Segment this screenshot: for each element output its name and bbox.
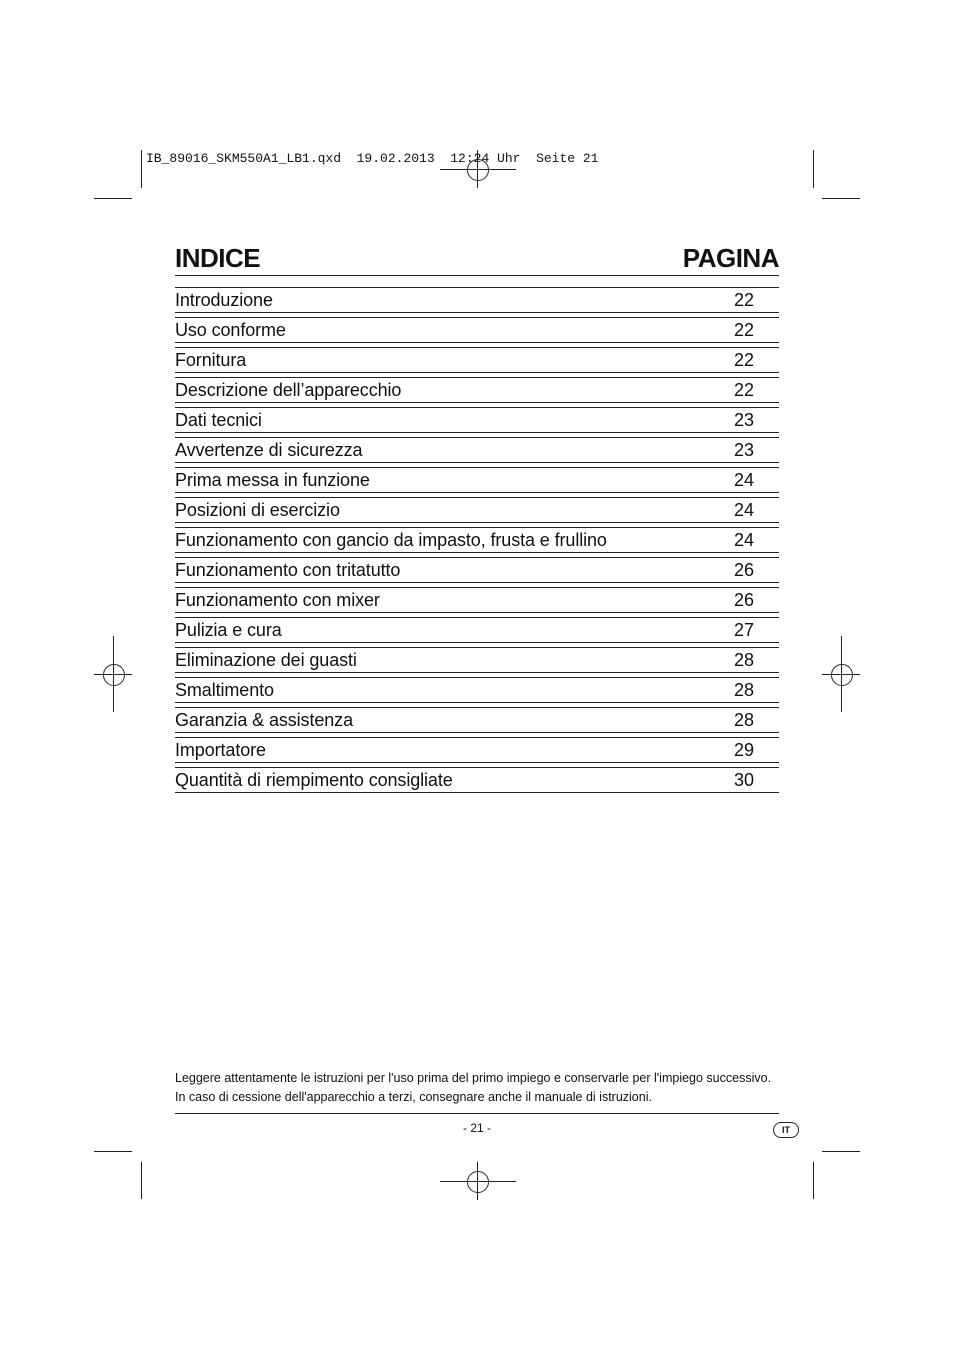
registration-mark-bottom — [440, 1162, 516, 1200]
toc-entry-title: Importatore — [175, 740, 266, 760]
toc-entry — [175, 707, 779, 733]
toc-entry-page: 26 — [733, 560, 754, 580]
toc-entry — [175, 317, 779, 343]
toc-entry-title: Introduzione — [175, 290, 273, 310]
registration-mark-right — [822, 636, 860, 712]
toc-entry-title: Descrizione dell’apparecchio — [175, 380, 402, 400]
file-slug: IB_89016_SKM550A1_LB1.qxd 19.02.2013 12:24 Uhr Seite 21 — [146, 151, 599, 166]
toc-entry-title: Prima messa in funzione — [175, 470, 370, 490]
footer-note — [175, 1069, 785, 1107]
toc-entry-title: Fornitura — [175, 350, 247, 370]
toc-entry-title: Funzionamento con tritatutto — [175, 560, 401, 580]
toc-entry-title: Quantità di riempimento consigliate — [175, 770, 453, 790]
toc-entry-title: Avvertenze di sicurezza — [175, 440, 363, 460]
toc-entry — [175, 767, 779, 793]
toc-entry-page: 22 — [733, 290, 754, 310]
toc-entry — [175, 617, 779, 643]
toc-entry — [175, 497, 779, 523]
toc-entry-page: 28 — [733, 680, 754, 700]
toc-heading-page: PAGINA — [682, 243, 779, 273]
toc-entry-title: Funzionamento con gancio da impasto, frusta e frullino — [175, 530, 607, 550]
toc-entry — [175, 347, 779, 373]
toc-entry-page: 24 — [733, 500, 754, 520]
page-number: - 21 - — [462, 1121, 491, 1135]
toc-entry-title: Smaltimento — [175, 680, 274, 700]
toc-entry — [175, 287, 779, 313]
toc-entry-page: 24 — [733, 470, 754, 490]
toc-entry-page: 28 — [733, 650, 754, 670]
toc-entry-title: Dati tecnici — [175, 410, 262, 430]
toc-entry-title: Posizioni di esercizio — [175, 500, 340, 520]
toc-entry-title: Garanzia & assistenza — [175, 710, 353, 730]
toc-entry-page: 28 — [733, 710, 754, 730]
toc-entry — [175, 467, 779, 493]
toc-entry-title: Uso conforme — [175, 320, 286, 340]
registration-mark-left — [94, 636, 132, 712]
toc-heading-index: INDICE — [175, 243, 261, 273]
toc-entry-page: 26 — [733, 590, 754, 610]
toc-entry — [175, 527, 779, 553]
toc-heading — [175, 241, 779, 276]
toc-entry-page: 22 — [733, 320, 754, 340]
language-badge: IT — [773, 1122, 799, 1138]
toc-entry-page: 29 — [733, 740, 754, 760]
toc-entry-title: Funzionamento con mixer — [175, 590, 380, 610]
footer-note-line-1: Leggere attentamente le istruzioni per l'uso prima del primo impiego e conservarle per l'impiego successivo. — [175, 1071, 772, 1085]
toc-entry — [175, 557, 779, 583]
footer-note-line-2: In caso di cessione dell'apparecchio a terzi, consegnare anche il manuale di istruzioni. — [175, 1090, 652, 1104]
toc-entry-page: 23 — [733, 410, 754, 430]
toc-entry-page: 22 — [733, 350, 754, 370]
toc-entry-page: 24 — [733, 530, 754, 550]
toc-entry-page: 23 — [733, 440, 754, 460]
toc-entry — [175, 587, 779, 613]
toc-list — [175, 287, 779, 797]
toc-entry-title: Eliminazione dei guasti — [175, 650, 357, 670]
toc-entry-page: 22 — [733, 380, 754, 400]
footer-divider — [175, 1113, 779, 1114]
toc-entry — [175, 737, 779, 763]
toc-entry-title: Pulizia e cura — [175, 620, 282, 640]
toc-entry — [175, 407, 779, 433]
toc-entry — [175, 437, 779, 463]
toc-entry-page: 27 — [733, 620, 754, 640]
toc-entry — [175, 377, 779, 403]
toc-entry — [175, 677, 779, 703]
toc-entry-page: 30 — [733, 770, 754, 790]
toc-entry — [175, 647, 779, 673]
